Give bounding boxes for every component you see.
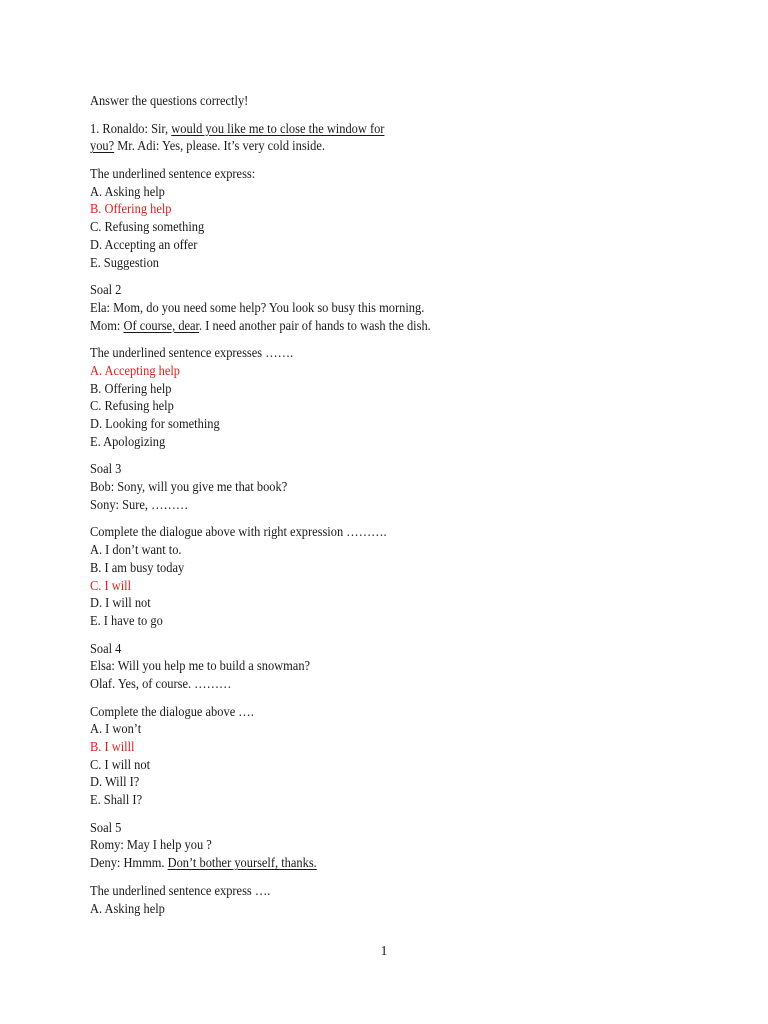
q1-option-a: A. Asking help	[90, 183, 165, 199]
q4-option-b-correct: B. I willl	[90, 739, 135, 754]
q4-option-e: E. Shall I?	[90, 792, 143, 808]
q2-option-b: B. Offering help	[90, 380, 172, 396]
question-3	[90, 460, 642, 629]
q2-option-e: E. Apologizing	[90, 433, 166, 449]
q1-option-e: E. Suggestion	[90, 254, 160, 270]
q1-prompt: The underlined sentence express:	[90, 166, 256, 182]
q4-dialogue-2: Olaf. Yes, of course. ………	[90, 675, 232, 691]
q1-line-2	[90, 137, 642, 155]
q4-option-c: C. I will not	[90, 756, 151, 772]
q3-option-c-correct: C. I will	[90, 577, 132, 593]
q5-option-a: A. Asking help	[90, 900, 165, 916]
worksheet-page	[90, 92, 642, 917]
question-4	[90, 640, 642, 809]
q4-prompt: Complete the dialogue above ….	[90, 703, 254, 719]
q2-dialogue-1: Ela: Mom, do you need some help? You look so busy this morning.	[90, 299, 425, 315]
q3-dialogue-2: Sony: Sure, ………	[90, 496, 189, 512]
q2-dialogue-2	[90, 317, 642, 335]
q2-rest: . I need another pair of hands to wash the dish.	[199, 317, 431, 333]
q3-option-e: E. I have to go	[90, 612, 163, 628]
question-1	[90, 120, 642, 272]
q4-label: Soal 4	[90, 640, 122, 656]
question-5	[90, 819, 642, 917]
q1-underlined-part-1: would you like me to close the window for	[171, 120, 385, 136]
q3-label: Soal 3	[90, 461, 122, 477]
q2-option-a-correct: A. Accepting help	[90, 362, 181, 378]
q1-line-1	[90, 120, 642, 138]
q3-option-b: B. I am busy today	[90, 559, 185, 575]
q3-option-d: D. I will not	[90, 595, 151, 611]
q5-dialogue-1: Romy: May I help you ?	[90, 837, 212, 853]
q2-option-d: D. Looking for something	[90, 416, 220, 431]
q5-speaker: Deny: Hmmm.	[90, 855, 168, 871]
q1-speaker: 1. Ronaldo: Sir,	[90, 120, 172, 136]
q4-option-d: D. Will I?	[90, 774, 140, 790]
q2-prompt: The underlined sentence expresses …….	[90, 345, 294, 361]
page-number: 1	[380, 943, 388, 958]
q5-underlined: Don’t bother yourself, thanks.	[167, 855, 317, 871]
q4-option-a: A. I won’t	[90, 721, 142, 737]
q2-option-c: C. Refusing help	[90, 398, 174, 414]
q2-underlined: Of course, dear	[123, 317, 200, 333]
question-2	[90, 281, 642, 450]
q5-dialogue-2	[90, 854, 642, 872]
q1-option-d: D. Accepting an offer	[90, 236, 198, 252]
q1-option-b-correct: B. Offering help	[90, 201, 172, 217]
q5-prompt: The underlined sentence express ….	[90, 882, 271, 898]
q5-label: Soal 5	[90, 819, 122, 835]
q3-dialogue-1: Bob: Sony, will you give me that book?	[90, 479, 288, 495]
q1-reply: Mr. Adi: Yes, please. It’s very cold inside.	[114, 138, 325, 154]
q4-dialogue-1: Elsa: Will you help me to build a snowman?	[90, 658, 311, 674]
q3-prompt: Complete the dialogue above with right expression ……….	[90, 524, 387, 540]
instruction: Answer the questions correctly!	[90, 93, 249, 108]
q2-label: Soal 2	[90, 282, 122, 298]
q2-speaker: Mom:	[90, 317, 124, 333]
q1-underlined-part-2: you?	[90, 138, 115, 154]
q3-option-a: A. I don’t want to.	[90, 542, 182, 558]
q1-option-c: C. Refusing something	[90, 219, 205, 235]
